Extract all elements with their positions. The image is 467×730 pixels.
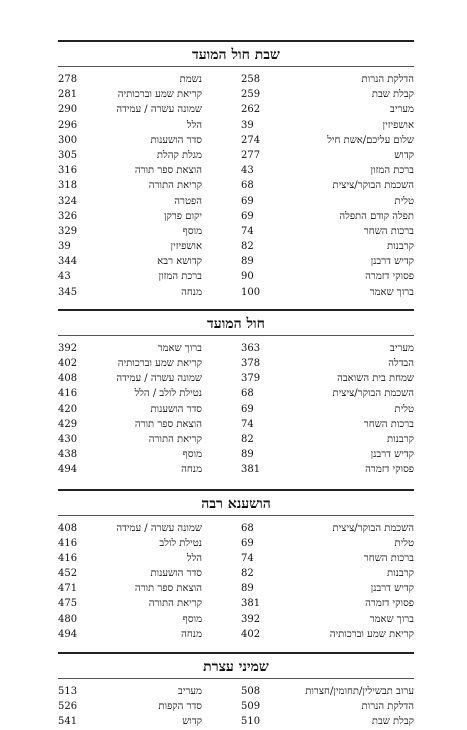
page-number-right: 68 [241,522,254,534]
entry-title-right: השכמת הבוקר/ציצית [332,388,414,400]
entry-title-left: הוצאת ספר תורה [134,165,202,177]
list-item [58,72,414,87]
page-number-left: 329 [58,225,78,237]
page-number-left: 475 [58,598,78,610]
entry-list [58,341,414,478]
page-number-left: 416 [58,537,78,549]
entry-title-left: שמונה עשרה / עמידה [116,373,202,385]
list-item [58,254,414,269]
entry-title-right: השכמת הבוקר/ציצית [332,522,414,534]
entry-title-left: נשמת [179,74,202,85]
list-item [58,102,414,117]
entry-title-right: טלית [394,195,414,207]
entry-title-left: מנחה [181,286,202,298]
list-item [58,612,414,627]
entry-title-left: הלל [186,552,202,564]
entry-title-left: הוצאת ספר תורה [134,418,202,430]
page-number-left: 402 [58,358,78,369]
section-title: חול המועד [207,315,265,332]
entry-title-left: מעריב [178,686,202,697]
entry-title-right: ברוך שאמר [369,286,414,298]
entry-title-left: נטילת לולב / הלל [134,388,202,400]
entry-title-left: קריאת התורה [148,433,202,445]
entry-list [58,684,414,730]
entry-title-left: קריאת שמע וברכותיה [117,358,202,369]
entry-title-right: הדלקת הנרות [361,701,414,713]
page-number-right: 262 [241,104,261,116]
page-number-left: 392 [58,342,78,354]
entry-title-right: השכמת הבוקר/ציצית [332,180,414,192]
page-number-left: 416 [58,552,78,564]
list-item [58,447,414,462]
page-number-right: 74 [241,225,254,237]
list-item [58,269,414,284]
page-number-right: 392 [241,613,261,625]
entry-title-right: קדיש דרבנן [370,449,414,461]
list-item [58,684,414,699]
page-number-left: 429 [58,418,78,430]
list-item [58,341,414,356]
entry-title-right: קדוש [394,149,414,161]
page-number-right: 69 [241,537,254,549]
section-title: שבת חול המועד [192,47,280,63]
page-number-left: 345 [58,286,78,298]
list-item [58,386,414,401]
page-number-left: 316 [58,165,78,177]
entry-title-right: אושפיזין [382,119,414,131]
list-item [58,402,414,417]
entry-title-right: שלום עליכם/אשת חיל [327,134,414,146]
list-item [58,178,414,193]
entry-title-right: הבדלה [388,358,414,369]
page-number-left: 324 [58,195,78,207]
list-item [58,462,414,477]
entry-title-left: קריאת התורה [148,598,202,610]
page-number-right: 381 [241,464,261,476]
page-number-left: 296 [58,119,78,131]
page-number-left: 344 [58,256,78,268]
section-top-rule [58,652,414,654]
list-item [58,521,414,536]
entry-title-right: מעריב [390,104,414,116]
entry-title-right: ברכת המזון [370,165,414,177]
entry-title-left: קדושא רבא [157,256,202,268]
list-item [58,356,414,371]
section-title: שמיני עצרת [203,659,269,675]
list-item [58,224,414,239]
list-item [58,699,414,714]
entry-title-right: הדלקת הנרות [361,74,414,85]
list-item [58,714,414,729]
page-number-right: 39 [241,119,254,131]
page-number-left: 39 [58,241,71,253]
page-number-right: 274 [241,134,261,146]
list-item [58,209,414,224]
page-number-left: 494 [58,628,78,640]
entry-title-right: קרבנות [387,433,414,445]
section [58,40,414,300]
list-item [58,87,414,102]
entry-title-right: שמחת בית השואבה [337,373,414,385]
entry-title-right: פסוקי דזמרה [365,464,414,476]
page-number-right: 43 [241,165,254,177]
entry-title-left: שמונה עשרה / עמידה [116,104,202,116]
entry-title-right: טלית [394,403,414,415]
list-item [58,285,414,300]
entry-title-left: קדוש [182,716,202,728]
entry-title-right: קדיש דרבנן [370,583,414,595]
entry-title-right: פסוקי דזמרה [365,598,414,610]
page-number-left: 471 [58,583,78,595]
page-number-left: 494 [58,464,78,476]
section [58,489,414,643]
list-item [58,551,414,566]
entry-list [58,72,414,300]
section [58,652,414,730]
entry-title-right: ברכות השחר [363,552,414,564]
page-number-right: 402 [241,628,261,640]
section-title-rule [58,335,414,336]
entry-title-left: מוסף [182,613,202,625]
list-item [58,566,414,581]
entry-title-left: סדר הושענות [150,568,202,580]
section-top-rule [58,489,414,491]
entry-title-left: קריאת שמע וברכותיה [117,89,202,101]
page-number-right: 69 [241,210,254,222]
page-number-left: 305 [58,149,78,161]
page-number-right: 89 [241,583,254,595]
entry-title-right: תפלה קודם התפלה [339,210,414,222]
page-number-right: 90 [241,271,254,283]
page-number-left: 281 [58,89,78,101]
entry-title-left: סדר הושענות [150,403,202,415]
entry-title-right: ערוב תבשילין/תחומין/חצרות [305,686,414,697]
page-number-right: 68 [241,388,254,400]
page-number-right: 381 [241,598,261,610]
page-number-right: 69 [241,195,254,207]
page-number-left: 420 [58,403,78,415]
page-number-right: 69 [241,403,254,415]
page-number-right: 82 [241,241,254,253]
entry-title-right: ברוך שאמר [369,613,414,625]
page-number-right: 509 [241,701,261,713]
page-number-left: 408 [58,373,78,385]
page-number-left: 513 [58,686,78,697]
list-item [58,163,414,178]
entry-title-left: מוסף [182,449,202,461]
page-number-left: 318 [58,180,78,192]
page-number-right: 363 [241,342,261,354]
list-item [58,148,414,163]
list-item [58,432,414,447]
entry-title-left: מגלת קהלת [156,149,202,161]
page-number-right: 277 [241,149,261,161]
entry-title-right: ברכות השחר [363,418,414,430]
entry-title-right: קריאת שמע וברכותיה [329,628,414,640]
entry-title-left: מוסף [182,225,202,237]
page-number-left: 278 [58,74,78,85]
entry-title-left: הפטרה [174,195,202,207]
entry-title-left: נטילת לולב [159,537,202,549]
section [58,309,414,478]
list-item [58,536,414,551]
entry-title-left: סדר הושענות [150,134,202,146]
list-item [58,371,414,386]
page-number-right: 89 [241,256,254,268]
page-number-left: 526 [58,701,78,713]
list-item [58,239,414,254]
page-number-right: 74 [241,418,254,430]
section-title-rule [58,515,414,516]
entry-title-right: קרבנות [387,568,414,580]
page-number-left: 430 [58,433,78,445]
page-number-left: 416 [58,388,78,400]
page-number-right: 258 [241,74,261,85]
list-item [58,581,414,596]
list-item [58,194,414,209]
page-number-right: 510 [241,716,261,728]
entry-title-left: הלל [186,119,202,131]
entry-title-left: יקום פרקן [163,210,202,222]
list-item [58,627,414,642]
list-item [58,118,414,133]
entry-title-left: מנחה [181,628,202,640]
section-title: הושענא רבה [201,495,271,512]
entry-title-left: מנחה [181,464,202,476]
entry-title-right: מעריב [390,342,414,354]
page-number-right: 100 [241,286,261,298]
table-of-contents [58,40,414,730]
page-number-left: 43 [58,271,71,283]
page-number-right: 82 [241,568,254,580]
page-number-left: 480 [58,613,78,625]
page-number-right: 378 [241,358,261,369]
entry-title-left: הוצאת ספר תורה [134,583,202,595]
page-number-left: 326 [58,210,78,222]
page-number-left: 452 [58,568,78,580]
page-number-left: 408 [58,522,78,534]
section-top-rule [58,40,414,42]
section-top-rule [58,309,414,311]
page-number-right: 379 [241,373,261,385]
entry-title-right: פסוקי דזמרה [365,271,414,283]
entry-title-left: קריאת התורה [148,180,202,192]
entry-title-left: סדר הקפות [158,701,202,713]
entry-title-left: ברוך שאמר [157,342,202,354]
entry-title-left: ברכת המזון [158,271,202,283]
list-item [58,596,414,611]
entry-title-right: קבלת שבת [371,716,414,728]
entry-title-right: קרבנות [387,241,414,253]
entry-title-right: קדיש דרבנן [370,256,414,268]
page-number-left: 290 [58,104,78,116]
entry-title-left: אושפיזין [170,241,202,253]
page-number-right: 82 [241,433,254,445]
entry-list [58,521,414,643]
page-number-right: 89 [241,449,254,461]
page-number-right: 259 [241,89,261,101]
page-number-right: 68 [241,180,254,192]
entry-title-left: שמונה עשרה / עמידה [116,522,202,534]
page-number-right: 508 [241,686,261,697]
page-number-left: 300 [58,134,78,146]
entry-title-right: טלית [394,537,414,549]
list-item [58,133,414,148]
section-title-rule [58,678,414,679]
section-title-rule [58,66,414,67]
list-item [58,417,414,432]
page-number-left: 541 [58,716,78,728]
page-number-right: 74 [241,552,254,564]
entry-title-right: קבלת שבת [371,89,414,101]
page-number-left: 438 [58,449,78,461]
entry-title-right: ברכות השחר [363,225,414,237]
